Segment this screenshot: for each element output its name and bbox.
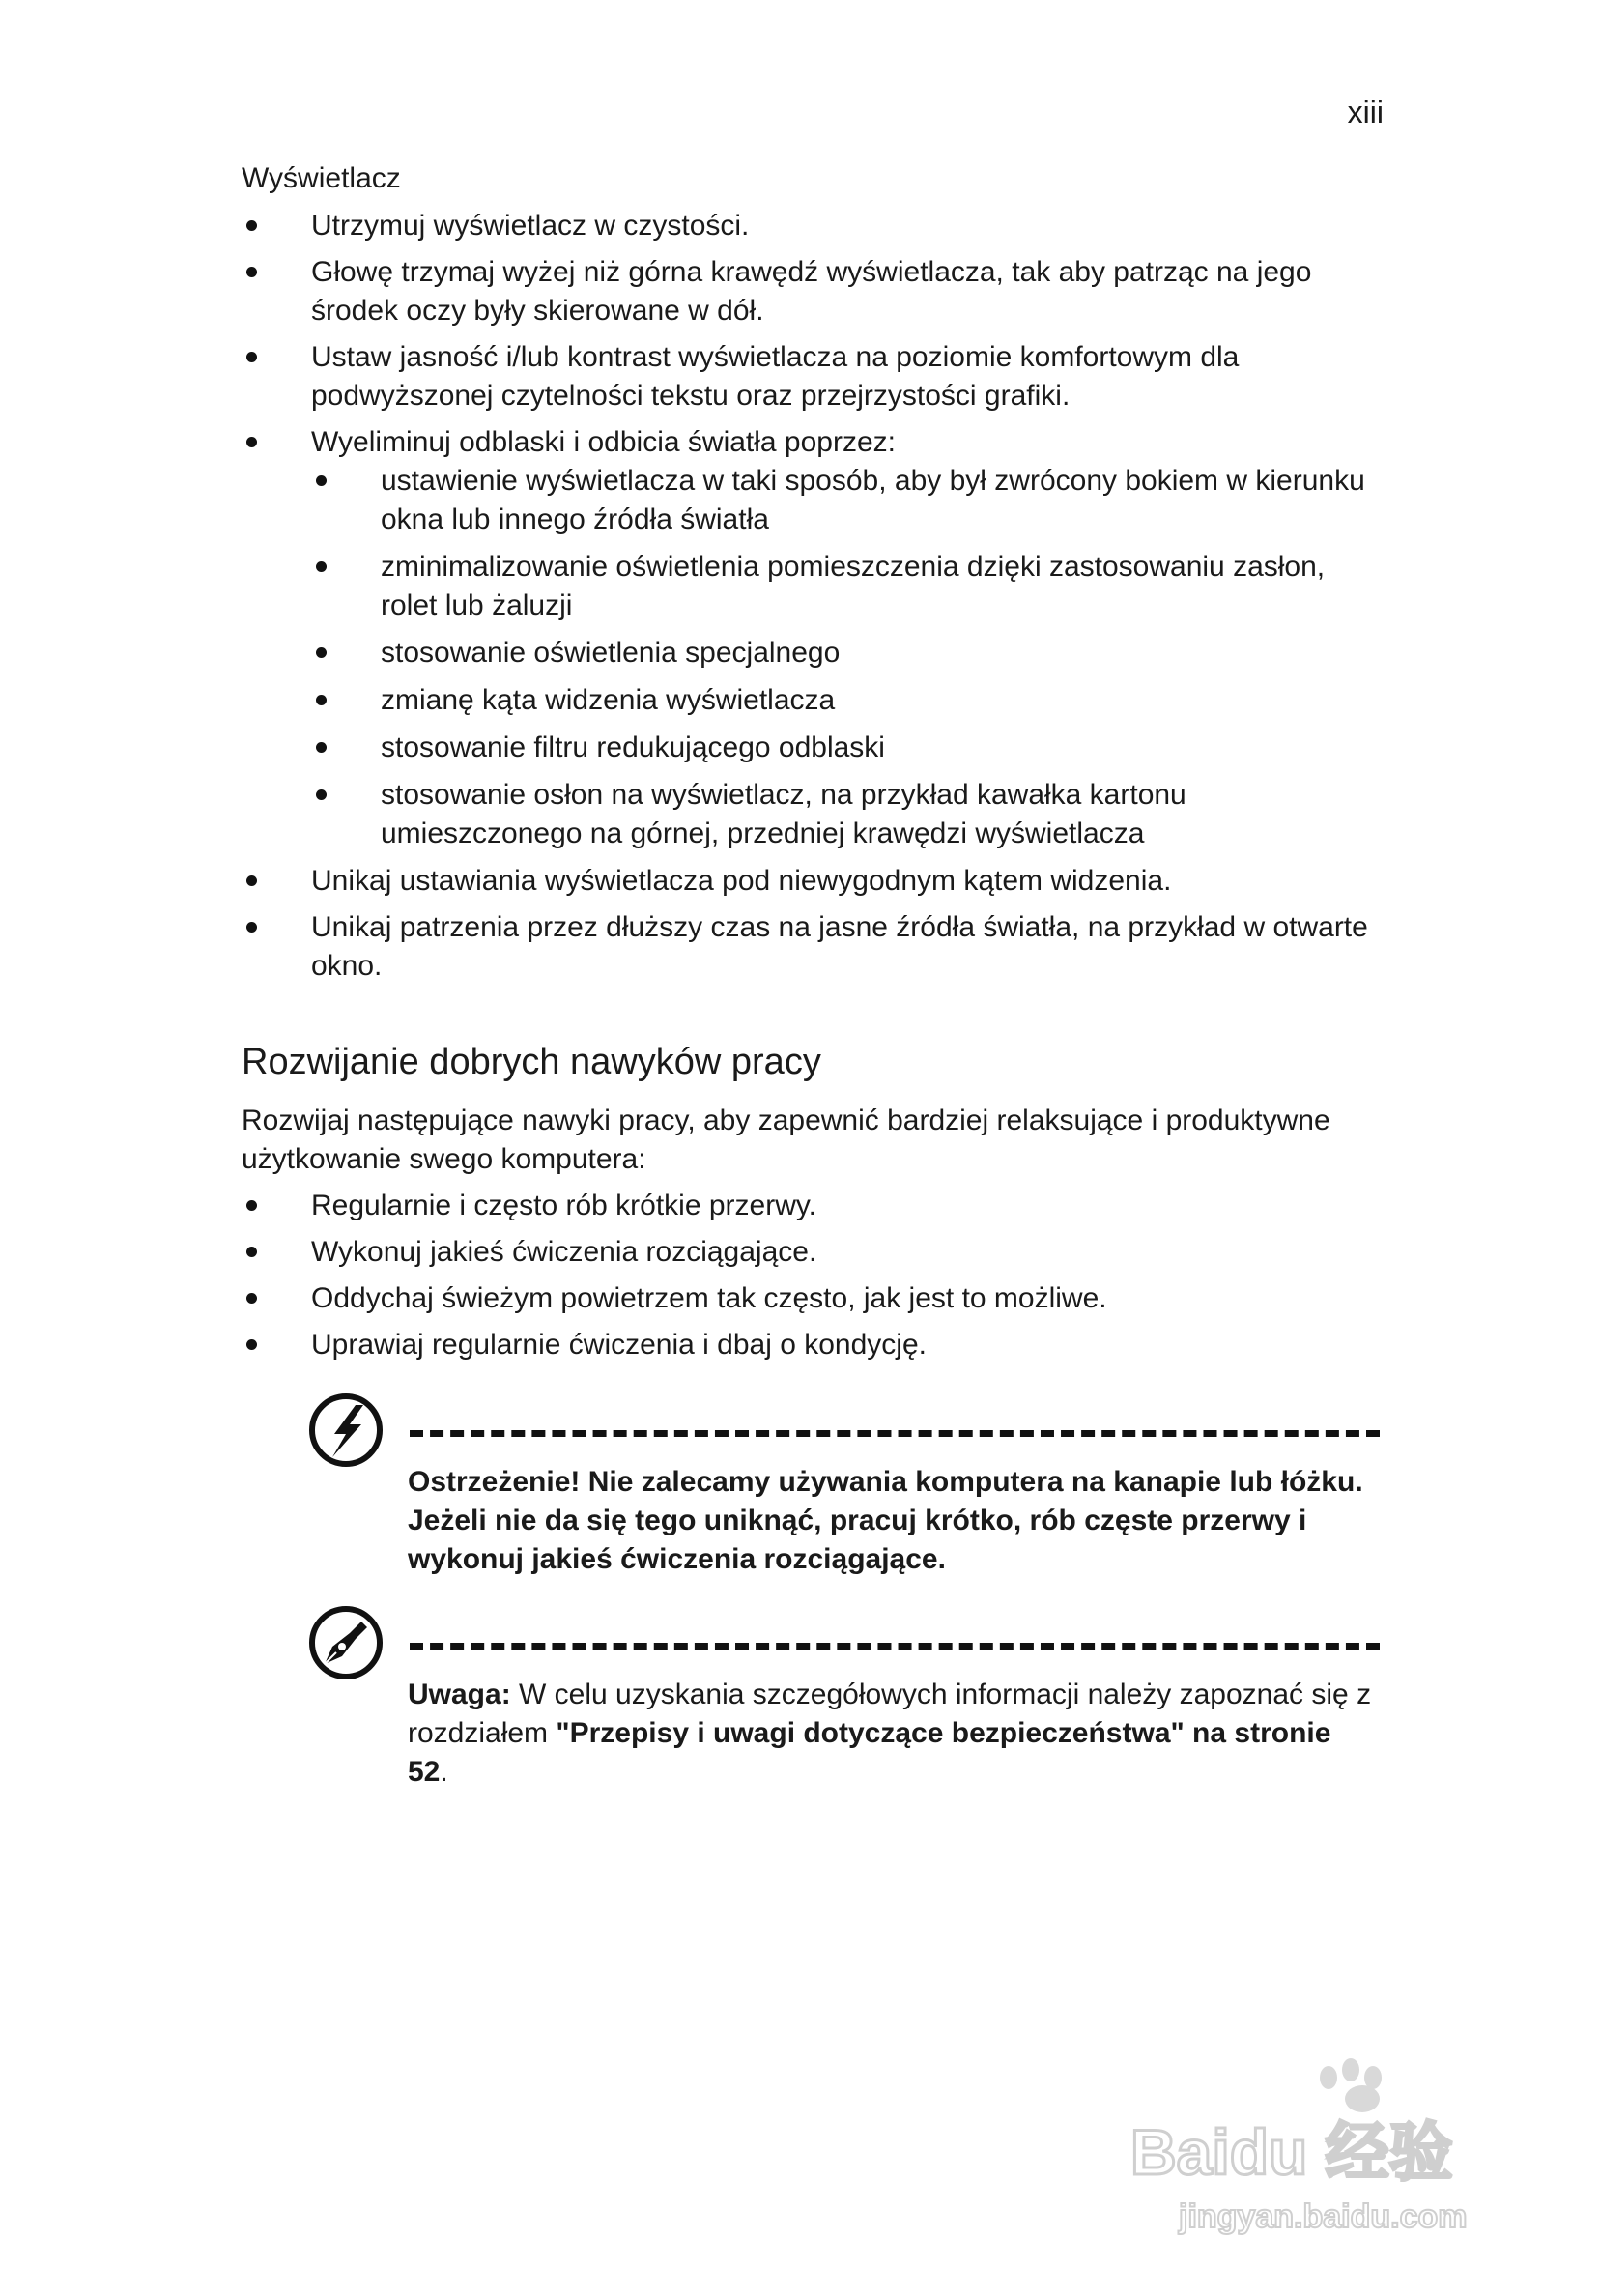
sub-list-item: ustawienie wyświetlacza w taki sposób, aby był zwrócony bokiem w kierunku okna lub innego źródła światła	[311, 462, 1382, 539]
list-item: Ustaw jasność i/lub kontrast wyświetlacza na poziomie komfortowym dla podwyższonej czytelności tekstu oraz przejrzystości grafiki.	[242, 338, 1382, 416]
list-item: Utrzymuj wyświetlacz w czystości.	[242, 207, 1382, 245]
display-tips-list	[242, 207, 1382, 993]
sub-list-item: stosowanie osłon na wyświetlacz, na przykład kawałka kartonu umieszczonego na górnej, przedniej krawędzi wyświetlacza	[311, 776, 1382, 853]
list-item: Regularnie i często rób krótkie przerwy.	[242, 1187, 1382, 1225]
divider	[410, 1430, 1380, 1437]
list-item: Unikaj ustawiania wyświetlacza pod niewygodnym kątem widzenia.	[242, 862, 1382, 901]
note-end: .	[440, 1756, 448, 1788]
list-item: Wykonuj jakieś ćwiczenia rozciągające.	[242, 1233, 1382, 1272]
glare-sublist	[311, 462, 1382, 853]
divider	[410, 1643, 1380, 1650]
warning-lightning-icon	[307, 1392, 385, 1469]
page-number: xiii	[1347, 95, 1384, 129]
watermark-brand: Baidu 经验	[1130, 2116, 1453, 2188]
sub-list-item: stosowanie filtru redukującego odblaski	[311, 729, 1382, 767]
list-item: Uprawiaj regularnie ćwiczenia i dbaj o kondycję.	[242, 1326, 1382, 1364]
section-heading: Rozwijanie dobrych nawyków pracy	[242, 1042, 821, 1082]
list-item-glare	[242, 423, 1382, 853]
note-body: W celu uzyskania szczegółowych informacji należy zapoznać się z rozdziałem	[408, 1679, 1372, 1749]
list-item: Głowę trzymaj wyżej niż górna krawędź wyświetlacza, tak aby patrząc na jego środek oczy były skierowane w dół.	[242, 253, 1382, 330]
warning-text: Ostrzeżenie! Nie zalecamy używania komputera na kanapie lub łóżku. Jeżeli nie da się tego uniknąć, pracuj krótko, rób częste przerwy i wykonuj jakieś ćwiczenia rozciągające.	[408, 1466, 1363, 1575]
section-intro: Rozwijaj następujące nawyki pracy, aby zapewnić bardziej relaksujące i produktywne użytkowanie swego komputera:	[242, 1105, 1330, 1175]
note-text	[408, 1676, 1374, 1792]
note-pen-icon	[307, 1604, 385, 1681]
habits-list	[242, 1187, 1382, 1372]
list-item: Oddychaj świeżym powietrzem tak często, jak jest to możliwe.	[242, 1279, 1382, 1318]
sub-list-item: stosowanie oświetlenia specjalnego	[311, 634, 1382, 673]
sub-list-item: zminimalizowanie oświetlenia pomieszczenia dzięki zastosowaniu zasłon, rolet lub żaluzji	[311, 548, 1382, 625]
note-box	[307, 1604, 1389, 1817]
list-item-text: Wyeliminuj odblaski i odbicia światła poprzez:	[311, 426, 896, 458]
note-reference-link[interactable]: "Przepisy i uwagi dotyczące bezpieczeństwa" na stronie 52	[408, 1717, 1331, 1788]
list-item: Unikaj patrzenia przez dłuższy czas na jasne źródła światła, na przykład w otwarte okno.	[242, 908, 1382, 986]
section-label-display: Wyświetlacz	[242, 162, 401, 194]
watermark-url: jingyan.baidu.com	[1179, 2198, 1468, 2235]
sub-list-item: zmianę kąta widzenia wyświetlacza	[311, 681, 1382, 720]
baidu-watermark	[1121, 2049, 1507, 2242]
note-label: Uwaga:	[408, 1679, 511, 1710]
warning-box	[307, 1392, 1389, 1585]
